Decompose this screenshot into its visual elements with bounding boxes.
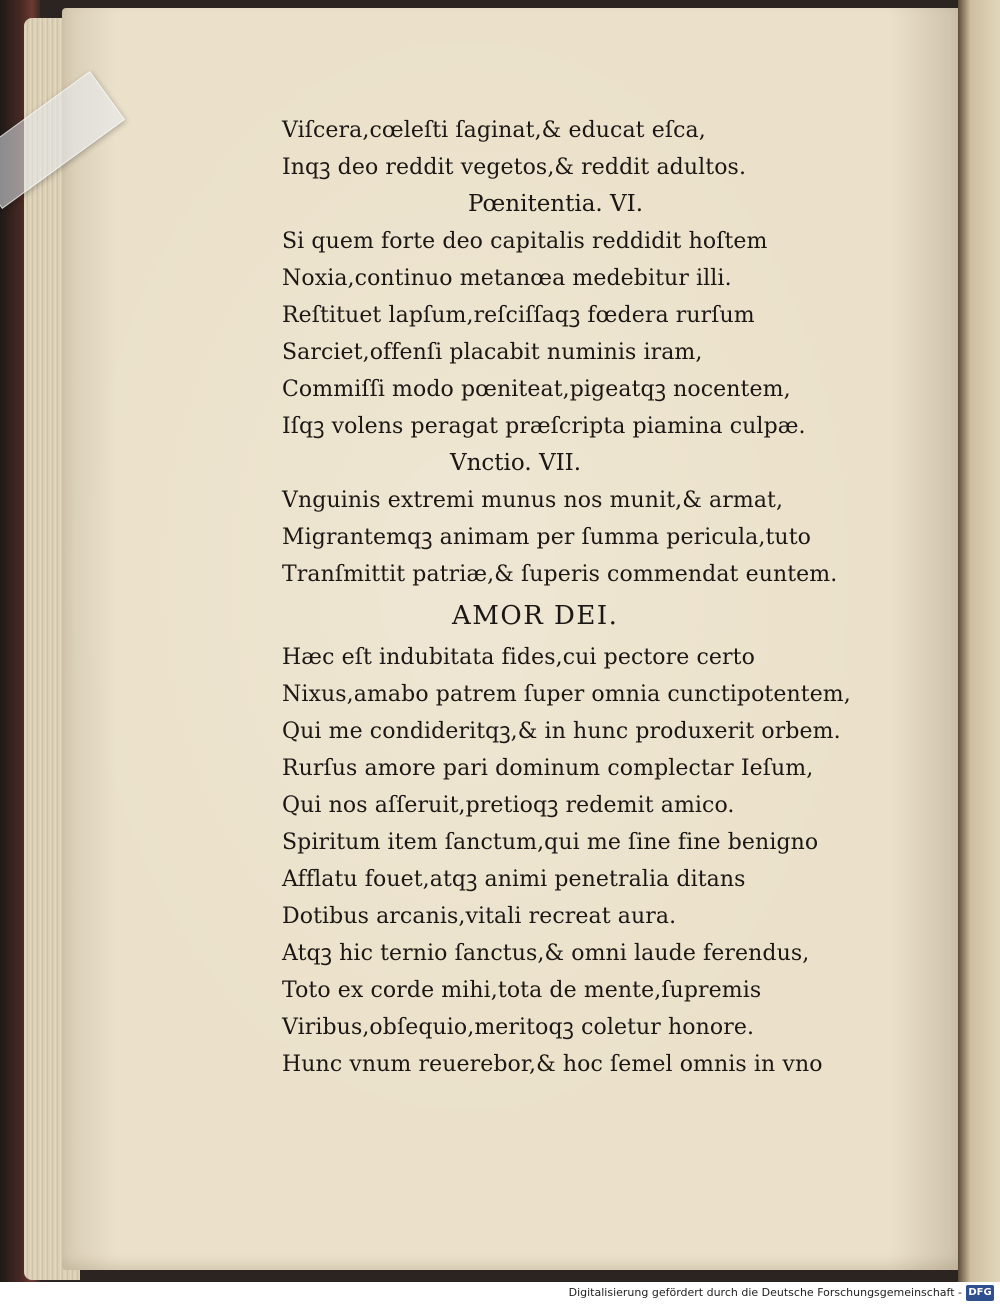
text-line: Migrantemqꝫ animam per ſumma pericula,tuto bbox=[282, 525, 811, 550]
text-line: Nixus,amabo patrem ſuper omnia cunctipotentem, bbox=[282, 682, 851, 707]
text-line: Rurſus amore pari dominum complectar Ieſum, bbox=[282, 756, 814, 781]
text-line: Atqꝫ hic ternio ſanctus,& omni laude ferendus, bbox=[282, 941, 810, 966]
text-line: Toto ex corde mihi,tota de mente,ſupremis bbox=[282, 978, 762, 1003]
text-line: Vnguinis extremi munus nos munit,& armat, bbox=[282, 488, 784, 513]
text-line: Tranſmittit patriæ,& ſuperis commendat euntem. bbox=[282, 562, 838, 587]
text-line: Hæc eſt indubitata fides,cui pectore certo bbox=[282, 645, 755, 670]
text-line: Inqꝫ deo reddit vegetos,& reddit adultos. bbox=[282, 155, 747, 180]
section-heading-poenitentia: Pœnitentia. VI. bbox=[468, 191, 644, 217]
text-line: Iſqꝫ volens peragat præſcripta piamina culpæ. bbox=[282, 414, 806, 439]
facing-page-edge bbox=[958, 0, 1000, 1282]
text-line: Viſcera,cœleſti ſaginat,& educat eſca, bbox=[282, 118, 706, 143]
text-line: Qui me condideritqꝫ,& in hunc produxerit orbem. bbox=[282, 719, 841, 744]
dfg-logo-icon: DFG bbox=[966, 1285, 994, 1301]
text-line: Viribus,obſequio,meritoqꝫ coletur honore. bbox=[282, 1015, 755, 1040]
text-line: Spiritum item ſanctum,qui me ſine fine benigno bbox=[282, 830, 819, 855]
text-line: Qui nos aſſeruit,pretioqꝫ redemit amico. bbox=[282, 793, 735, 818]
text-line: Reſtituet lapſum,reſciſſaqꝫ fœdera rurſum bbox=[282, 303, 755, 328]
text-line: Si quem forte deo capitalis reddidit hoſtem bbox=[282, 229, 768, 254]
footer-bar bbox=[0, 1282, 1000, 1305]
text-line: Noxia,continuo metanœa medebitur illi. bbox=[282, 266, 732, 291]
funding-credit: Digitalisierung gefördert durch die Deutsche Forschungsgemeinschaft - bbox=[568, 1286, 962, 1299]
text-line: Afflatu fouet,atqꝫ animi penetralia ditans bbox=[282, 867, 746, 892]
page-text bbox=[282, 112, 902, 1083]
text-line: Commiſſi modo pœniteat,pigeatqꝫ nocentem, bbox=[282, 377, 791, 402]
section-heading-unctio: Vnctio. VII. bbox=[450, 450, 582, 476]
text-line: Dotibus arcanis,vitali recreat aura. bbox=[282, 904, 677, 929]
text-line: Hunc vnum reuerebor,& hoc ſemel omnis in vno bbox=[282, 1052, 823, 1077]
section-heading-amor-dei: AMOR DEI. bbox=[452, 601, 619, 631]
text-line: Sarciet,offenſi placabit numinis iram, bbox=[282, 340, 703, 365]
